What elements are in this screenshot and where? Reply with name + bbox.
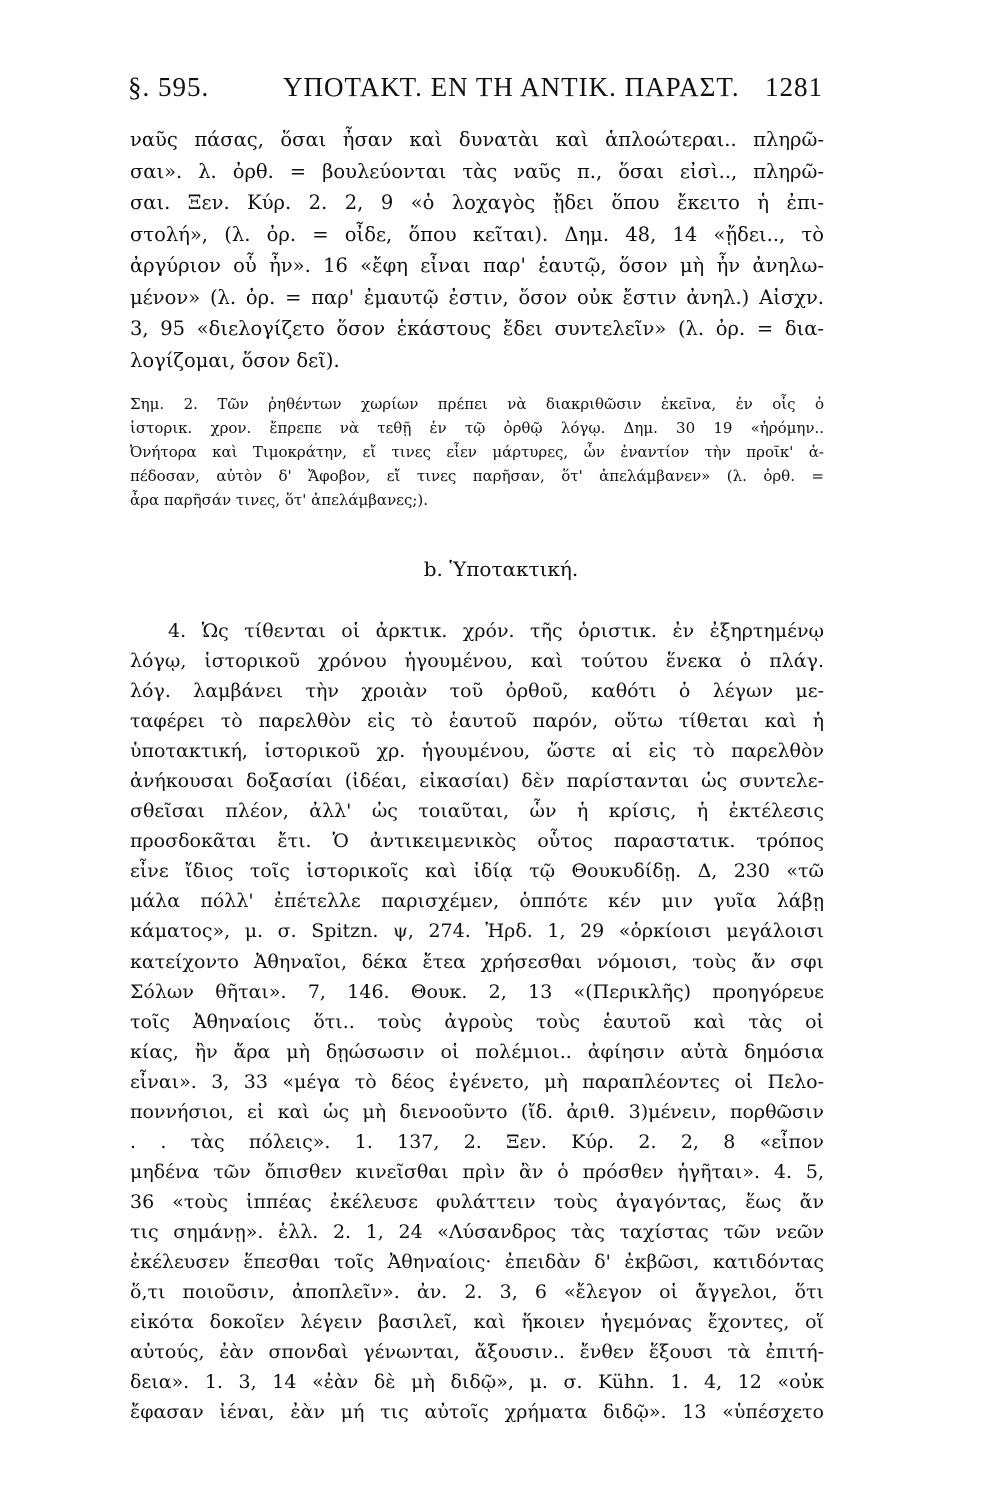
running-header: [128, 72, 823, 116]
text-line: τις σημάνῃ». ἑλλ. 2. 1, 24 «Λύσανδρος τὰς ταχίστας τῶν νεῶν: [130, 1220, 824, 1243]
text-line: ναῦς πάσας, ὅσαι ἦσαν καὶ δυνατὰι καὶ ἁπλοώτεραι.. πληρῶ-: [130, 128, 824, 151]
note-line: Ὀνήτορα καὶ Τιμοκράτην, εἴ τινες εἶεν μάρτυρες, ὧν ἐναντίον τὴν προῖκ' ἀ-: [130, 443, 824, 461]
text-line: σαι». λ. ὀρθ. = βουλεύονται τὰς ναῦς π., ὅσαι εἰσὶ.., πληρῶ-: [130, 159, 824, 183]
text-line: ἐκέλευσεν ἕπεσθαι τοῖς Ἀθηναίοις· ἐπειδὰν δ' ἐκβῶσι, κατιδόντας: [130, 1250, 824, 1273]
text-line: μάλα πόλλ' ἐπέτελλε παρισχέμεν, ὁππότε κέν μιν γυῖα λάβῃ: [130, 890, 824, 913]
text-line: 3, 95 «διελογίζετο ὅσον ἑκάστους ἔδει συντελεῖν» (λ. ὀρ. = δια-: [130, 317, 824, 340]
text-line: εἰκότα δοκοῖεν λέγειν βασιλεῖ, καὶ ἥκοιεν ἡγεμόνας ἔχοντες, οἵ: [130, 1311, 824, 1334]
running-title: ΥΠΟΤΑΚΤ. ΕΝ ΤΗ ΑΝΤΙΚ. ΠΑΡΑΣΤ.: [283, 72, 740, 102]
section-subheading: b. Ὑποτακτική.: [423, 557, 579, 581]
note-line: πέδοσαν, αὐτὸν δ' Ἄφοβον, εἴ τινες παρῆσαν, ὅτ' ἀπελάμβανεν» (λ. ὀρθ. =: [130, 467, 824, 485]
paragraph-main: [130, 616, 824, 1427]
page-number: 1281: [765, 72, 823, 102]
section-number: §. 595.: [128, 72, 210, 102]
text-line: κάματος», μ. σ. Spitzn. ψ, 274. Ἡρδ. 1, 29 «ὁρκίοισι μεγάλοισι: [130, 920, 824, 943]
text-line: προσδοκᾶται ἔτι. Ὁ ἀντικειμενικὸς οὗτος παραστατικ. τρόπος: [130, 830, 824, 853]
text-line: ταφέρει τὸ παρελθὸν εἰς τὸ ἑαυτοῦ παρόν, οὕτω τίθεται καὶ ἡ: [130, 710, 824, 733]
text-line: Σόλων θῆται». 7, 146. Θουκ. 2, 13 «(Περικλῆς) προηγόρευε: [130, 980, 824, 1003]
note-line: ἱστορικ. χρον. ἔπρεπε νὰ τεθῇ ἐν τῷ ὀρθῷ λόγῳ. Δημ. 30 19 «ἠρόμην..: [130, 419, 824, 437]
text-line: ἔφασαν ἰέναι, ἐὰν μή τις αὐτοῖς χρήματα διδῷ». 13 «ὑπέσχετο: [130, 1401, 824, 1424]
text-line: λογίζομαι, ὅσον δεῖ).: [130, 348, 340, 372]
text-line: σθεῖσαι πλέον, ἀλλ' ὡς τοιαῦται, ὧν ἡ κρίσις, ἡ ἐκτέλεσις: [130, 800, 824, 823]
text-line: τοῖς Ἀθηναίοις ὅτι.. τοὺς ἀγροὺς τοὺς ἑαυτοῦ καὶ τὰς οἰ: [130, 1010, 824, 1033]
text-line: λόγ. λαμβάνει τὴν χροιὰν τοῦ ὀρθοῦ, καθότι ὁ λέγων με-: [130, 680, 824, 703]
text-line: κατείχοντο Ἀθηναῖοι, δέκα ἔτεα χρήσεσθαι νόμοισι, τοὺς ἄν σφι: [130, 950, 824, 973]
text-line: σαι. Ξεν. Κύρ. 2. 2, 9 «ὁ λοχαγὸς ᾔδει ὅπου ἔκειτο ἡ ἐπι-: [130, 191, 824, 214]
paragraph-continued: [130, 124, 824, 376]
text-line: 4. Ὡς τίθενται οἱ ἀρκτικ. χρόν. τῆς ὁριστικ. ἐν ἐξηρτημένῳ: [168, 620, 824, 642]
note-line: ἆρα παρῆσάν τινες, ὅτ' ἀπελάμβανες;).: [130, 491, 429, 509]
text-line: ποννήσιοι, εἰ καὶ ὡς μὴ διενοοῦντο (ἴδ. ἀριθ. 3)μένειν, πορθῶσιν: [130, 1100, 824, 1123]
text-line: ὅ,τι ποιοῦσιν, ἀποπλεῖν». ἀν. 2. 3, 6 «ἔλεγον οἱ ἄγγελοι, ὅτι: [130, 1281, 824, 1304]
text-line: στολή», (λ. ὀρ. = οἶδε, ὅπου κεῖται). Δημ. 48, 14 «ᾔδει.., τὸ: [130, 222, 824, 246]
text-line: εἶναι». 3, 33 «μέγα τὸ δέος ἐγένετο, μὴ παραπλέοντες οἱ Πελο-: [130, 1070, 824, 1093]
text-line: 36 «τοὺς ἱππέας ἐκέλευσε φυλάττειν τοὺς ἀγαγόντας, ἕως ἄν: [130, 1190, 824, 1213]
text-line: ὑποτακτική, ἱστορικοῦ χρ. ἡγουμένου, ὥστε αἱ εἰς τὸ παρελθὸν: [130, 740, 824, 763]
note-block: [130, 392, 824, 512]
text-line: δεια». 1. 3, 14 «ἐὰν δὲ μὴ διδῷ», μ. σ. Kühn. 1. 4, 12 «οὐκ: [130, 1371, 824, 1394]
text-line: λόγῳ, ἱστορικοῦ χρόνου ἡγουμένου, καὶ τούτου ἕνεκα ὁ πλάγ.: [130, 650, 824, 673]
text-line: αὐτούς, ἐὰν σπονδαὶ γένωνται, ἄξουσιν.. ἔνθεν ἕξουσι τὰ ἐπιτή-: [130, 1341, 824, 1364]
text-line: μηδένα τῶν ὄπισθεν κινεῖσθαι πρὶν ἂν ὁ πρόσθεν ἡγῆται». 4. 5,: [130, 1160, 824, 1183]
text-line: μένον» (λ. ὀρ. = παρ' ἐμαυτῷ ἐστιν, ὅσον οὐκ ἔστιν ἀνηλ.) Αἰσχν.: [130, 285, 824, 309]
text-line: ἀργύριον οὗ ἦν». 16 «ἔφη εἶναι παρ' ἑαυτῷ, ὅσον μὴ ἦν ἀνηλω-: [130, 254, 824, 277]
text-line: . . τὰς πόλεις». 1. 137, 2. Ξεν. Κύρ. 2. 2, 8 «εἶπον: [130, 1130, 824, 1153]
text-line: ἀνήκουσαι δοξασίαι (ἰδέαι, εἰκασίαι) δὲν παρίστανται ὡς συντελε-: [130, 770, 824, 793]
text-line: εἶνε ἴδιος τοῖς ἱστορικοῖς καὶ ἰδίᾳ τῷ Θουκυδίδῃ. Δ, 230 «τῶ: [130, 860, 824, 883]
text-line: κίας, ἢν ἄρα μὴ δῃώσωσιν οἱ πολέμιοι.. ἀφίησιν αὐτὰ δημόσια: [130, 1040, 824, 1063]
note-line: Σημ. 2. Τῶν ῥηθέντων χωρίων πρέπει νὰ διακριθῶσιν ἐκεῖνα, ἐν οἷς ὁ: [130, 395, 824, 413]
